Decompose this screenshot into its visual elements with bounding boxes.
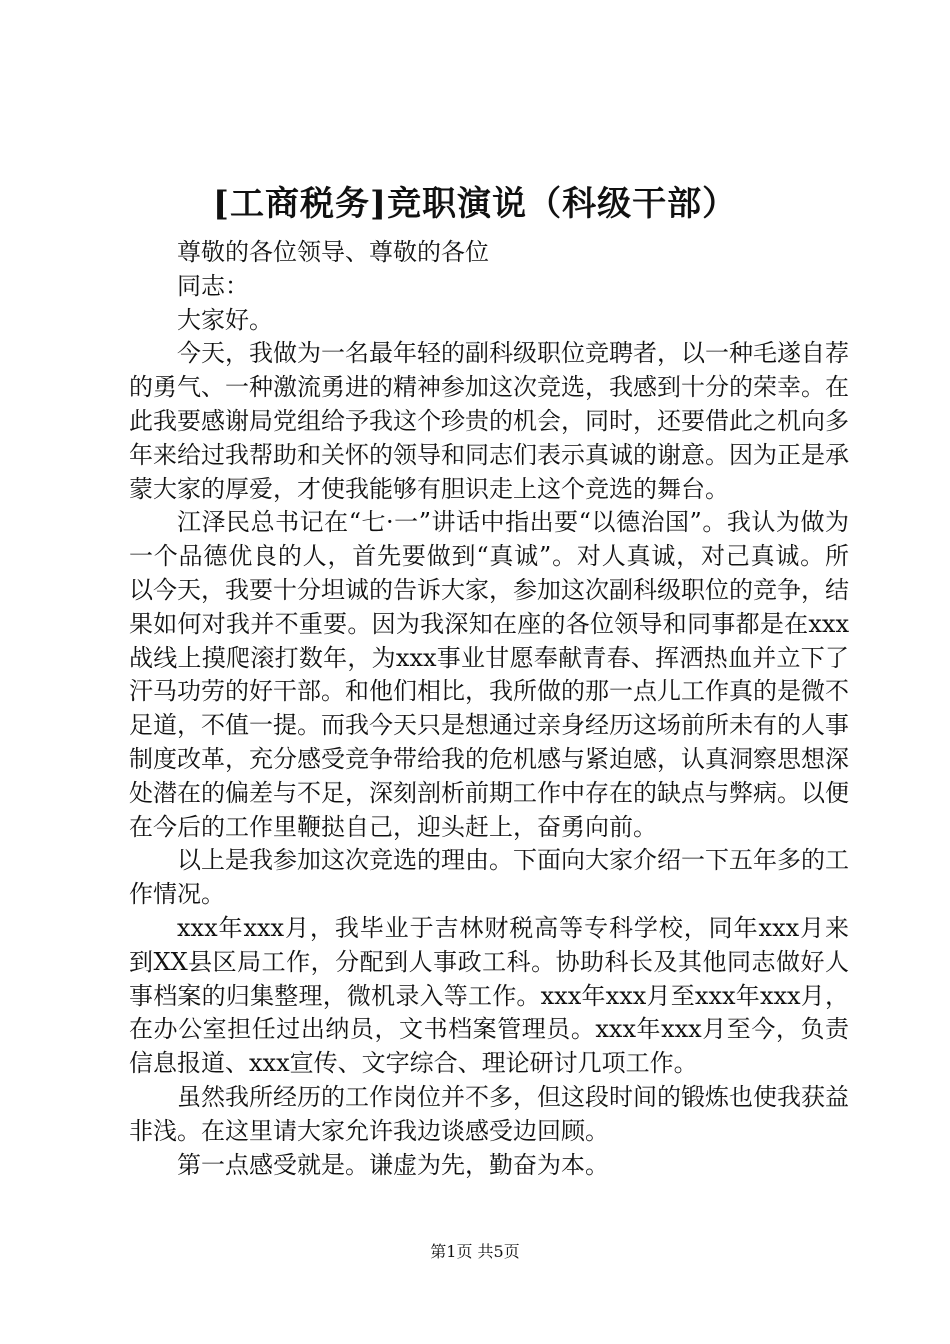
document-title: [工商税务]竞职演说（科级干部）: [212, 184, 738, 224]
paragraph-first-point: 第一点感受就是。谦虚为先，勤奋为本。: [177, 1150, 609, 1179]
document-body: [129, 236, 849, 1182]
paragraph-work-history: xxx年xxx月，我毕业于吉林财税高等专科学校，同年xxx月来到XX县区局工作，分配到人事政工科。协助科长及其他同志做好人事档案的归集整理，微机录入等工作。xxx年xxx月至xxx年xxx月，在办公室担任过出纳员，文书档案管理员。xxx年xxx月至今，负责信息报道、xxx宣传、文字综合、理论研讨几项工作。: [129, 913, 849, 1078]
page-footer: 第1页 共5页: [430, 1242, 520, 1261]
paragraph-transition: 以上是我参加这次竞选的理由。下面向大家介绍一下五年多的工作情况。: [129, 846, 849, 909]
paragraph-opening: 今天，我做为一名最年轻的副科级职位竞聘者，以一种毛遂自荐的勇气、一种激流勇进的精神参加这次竞选，我感到十分的荣幸。在此我要感谢局党组给予我这个珍贵的机会，同时，还要借此之机向多年来给过我帮助和关怀的领导和同志们表示真诚的谢意。因为正是承蒙大家的厚爱，才使我能够有胆识走上这个竞选的舞台。: [129, 339, 849, 503]
paragraph-reflection: 虽然我所经历的工作岗位并不多，但这段时间的锻炼也使我获益非浅。在这里请大家允许我边谈感受边回顾。: [129, 1082, 849, 1145]
paragraph-sincerity: 江泽民总书记在“七·一”讲话中指出要“以德治国”。我认为做为一个品德优良的人，首先要做到“真诚”。对人真诚，对己真诚。所以今天，我要十分坦诚的告诉大家，参加这次副科级职位的竞争，结果如何对我并不重要。因为我深知在座的各位领导和同事都是在xxx战线上摸爬滚打数年，为xxx事业甘愿奉献青春、挥洒热血并立下了汗马功劳的好干部。和他们相比，我所做的那一点儿工作真的是微不足道，不值一提。而我今天只是想通过亲身经历这场前所未有的人事制度改革，充分感受竞争带给我的危机感与紧迫感，认真洞察思想深处潜在的偏差与不足，深刻剖析前期工作中存在的缺点与弊病。以便在今后的工作里鞭挞自己，迎头赶上，奋勇向前。: [129, 508, 849, 841]
paragraph-salutation-cont: 同志：: [177, 271, 249, 300]
paragraph-greeting: 大家好。: [177, 305, 273, 334]
paragraph-salutation: 尊敬的各位领导、尊敬的各位: [177, 238, 489, 266]
